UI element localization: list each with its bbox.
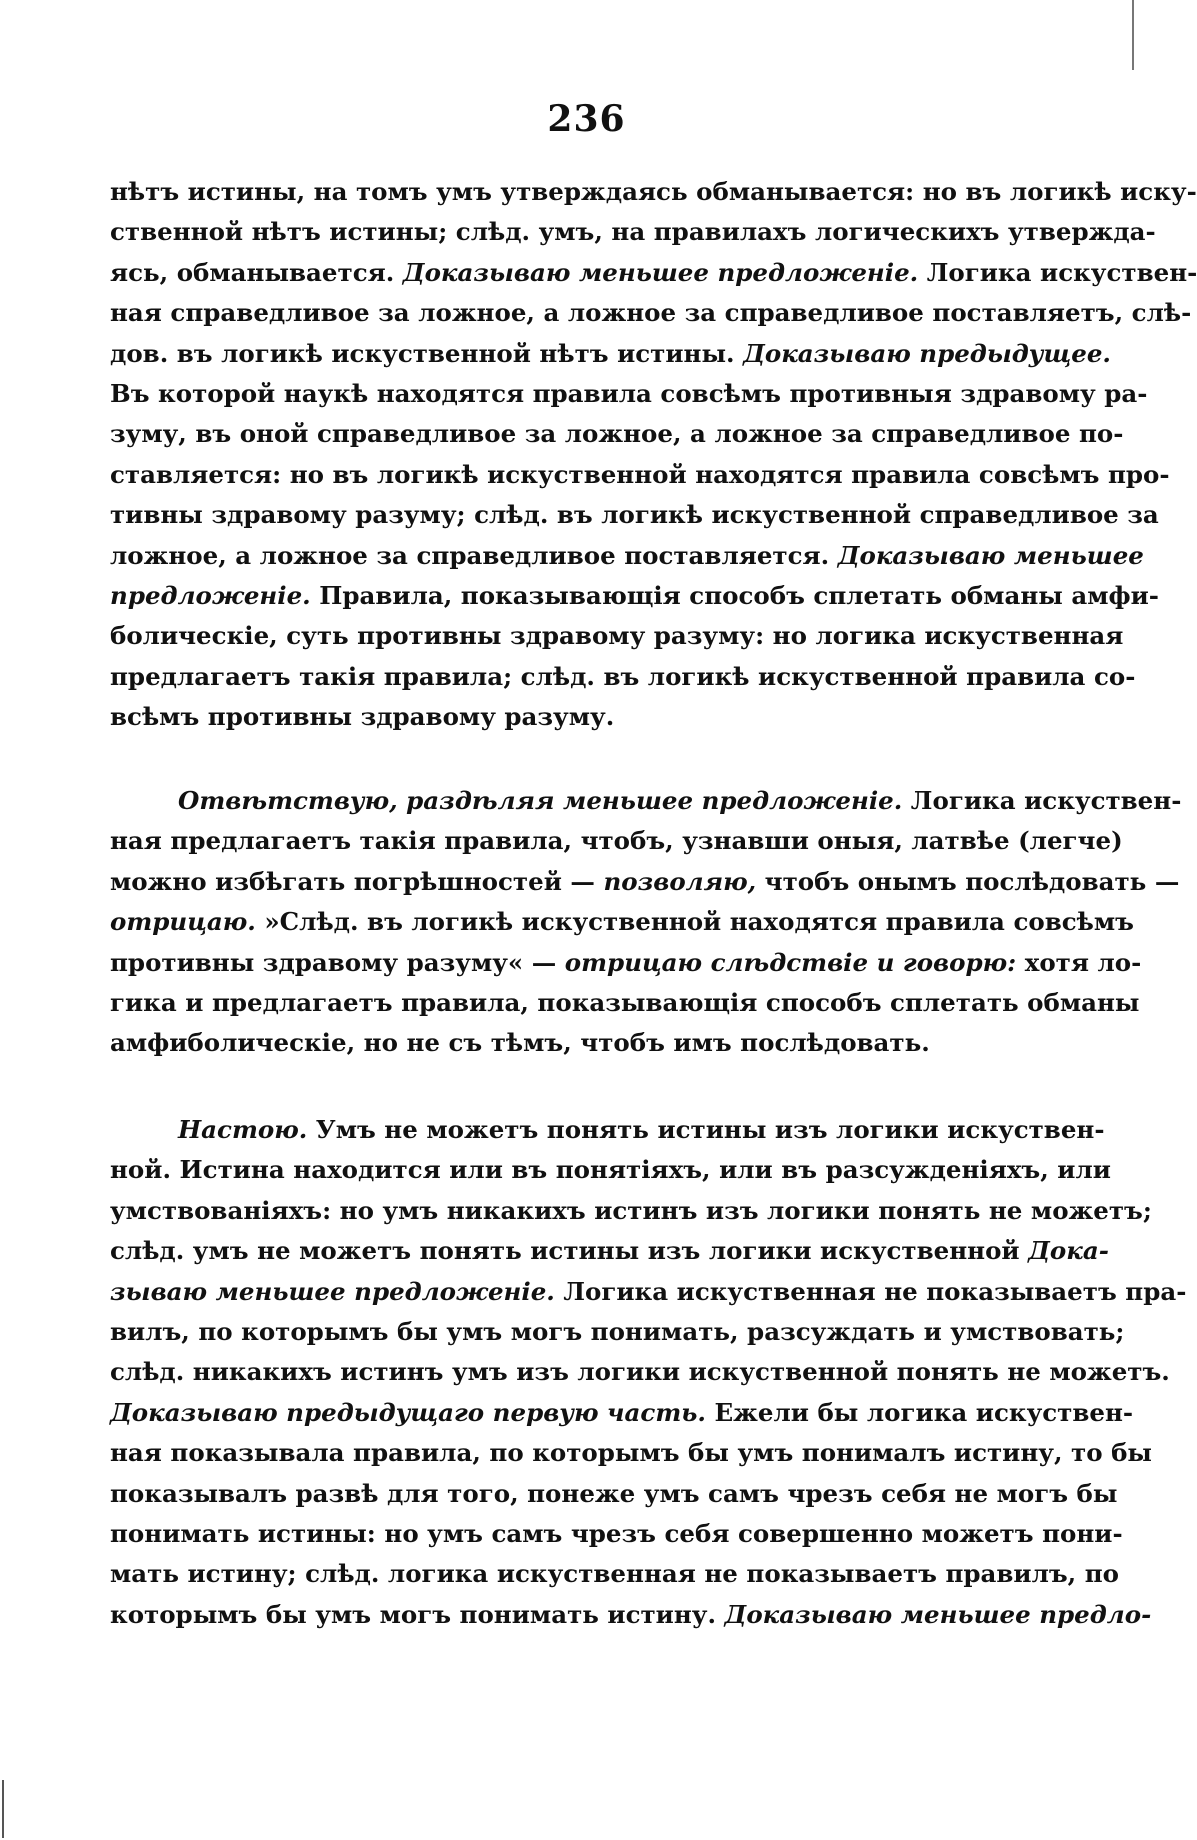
text-run: чтобъ онымъ послѣдовать — — [756, 866, 1180, 896]
text-run: ставляется: но въ логикѣ искуственной находятся правила совсѣмъ про- — [110, 459, 1170, 489]
text-line — [110, 172, 1197, 212]
text-line — [110, 253, 1197, 293]
text-line — [110, 1554, 1119, 1594]
text-run: нѣтъ истины, на томъ умъ утверждаясь обманывается: но въ логикѣ иску- — [110, 177, 1197, 206]
text-run: ная показывала правила, по которымъ бы умъ понималъ истину, то бы — [110, 1438, 1152, 1468]
text-line — [110, 1433, 1152, 1473]
text-line — [110, 1023, 1084, 1063]
text-run: ственной нѣтъ истины; слѣд. умъ, на правилахъ логическихъ утвержда- — [110, 217, 1156, 247]
italic-text: Отвѣтствую, раздѣляя меньшее предложеніе. — [178, 786, 903, 815]
italic-text: предложеніе. — [110, 580, 311, 610]
text-run: показывалъ развѣ для того, понеже умъ самъ чрезъ себя не могъ бы — [110, 1478, 1118, 1508]
text-run: болическіе, суть противны здравому разуму: но логика искуственная — [110, 621, 1124, 651]
text-run: которымъ бы умъ могъ понимать истину. — [110, 1599, 725, 1629]
text-line — [110, 781, 1182, 821]
italic-text: Доказываю меньшее — [837, 540, 1144, 570]
text-run: понимать истины: но умъ самъ чрезъ себя совершенно можетъ пони- — [110, 1518, 1123, 1548]
italic-text: зываю меньшее предложеніе. — [110, 1276, 555, 1306]
text-line — [110, 1272, 1187, 1312]
text-line — [110, 1110, 1105, 1150]
text-line — [110, 1150, 1111, 1190]
text-run: Логика искуствен- — [918, 257, 1197, 287]
scan-edge-mark-bottom — [2, 1780, 4, 1838]
text-line — [110, 1474, 1118, 1514]
italic-text: Доказываю предыдущее. — [743, 338, 1111, 368]
text-line — [110, 414, 1124, 454]
paragraph-3 — [110, 1110, 1187, 1635]
text-line — [110, 1352, 1170, 1392]
text-line — [110, 1514, 1123, 1554]
text-line — [110, 455, 1170, 495]
scan-edge-mark — [1132, 0, 1134, 70]
text-line — [110, 821, 1123, 861]
text-run: ная справедливое за ложное, а ложное за справедливое поставляетъ, слѣ- — [110, 298, 1192, 328]
italic-text: Доказываю меньшее предло- — [724, 1599, 1152, 1629]
text-run: гика и предлагаетъ правила, показывающія способъ сплетать обманы — [110, 987, 1140, 1017]
text-run: вилъ, по которымъ бы умъ могъ понимать, разсуждать и умствовать; — [110, 1316, 1125, 1346]
text-run: зуму, въ оной справедливое за ложное, а ложное за справедливое по- — [110, 419, 1124, 449]
text-line — [110, 374, 1148, 414]
text-run: умствованіяхъ: но умъ никакихъ истинъ изъ логики понять не можетъ; — [110, 1195, 1152, 1225]
text-run: слѣд. никакихъ истинъ умъ изъ логики искуственной понять не можетъ. — [110, 1357, 1170, 1387]
text-line — [110, 1312, 1125, 1352]
text-line — [110, 495, 1159, 535]
text-line — [110, 334, 1111, 374]
italic-text: Доказываю предыдущаго первую часть. — [110, 1397, 706, 1427]
text-line — [110, 943, 1142, 983]
text-run: »Слѣд. въ логикѣ искуственной находятся правила совсѣмъ — [255, 907, 1134, 937]
text-line — [110, 983, 1140, 1023]
text-run: амфиболическіе, но не съ тѣмъ, чтобъ имъ послѣдовать. — [110, 1028, 930, 1058]
text-run: Въ которой наукѣ находятся правила совсѣмъ противныя здравому ра- — [110, 378, 1148, 408]
italic-text: отрицаю слѣдствіе и говорю: — [564, 947, 1017, 977]
text-line — [110, 902, 1134, 942]
text-run: ной. Истина находится или въ понятіяхъ, или въ разсужденіяхъ, или — [110, 1155, 1111, 1185]
text-line — [110, 1231, 1109, 1271]
paragraph-2 — [110, 781, 1182, 1064]
text-line — [110, 212, 1156, 252]
text-run: можно избѣгать погрѣшностей — — [110, 866, 604, 896]
text-run: ясь, обманывается. — [110, 257, 403, 287]
italic-text: Доказываю меньшее предложеніе. — [402, 257, 919, 287]
page-number: 236 — [547, 98, 626, 140]
text-run: ная предлагаетъ такія правила, чтобъ, узнавши оныя, латвѣе (легче) — [110, 826, 1123, 856]
italic-text: позволяю, — [603, 866, 757, 896]
text-run: всѣмъ противны здравому разуму. — [110, 702, 615, 732]
text-line — [110, 1393, 1134, 1433]
text-run: Логика искуствен- — [902, 786, 1182, 815]
text-run: Логика искуственная не показываетъ пра- — [554, 1276, 1187, 1306]
text-run: ложное, а ложное за справедливое поставляется. — [110, 540, 838, 570]
text-run: Правила, показывающія способъ сплетать обманы амфи- — [310, 580, 1159, 610]
text-run: хотя ло- — [1016, 947, 1142, 977]
text-line — [110, 657, 1136, 697]
italic-text: отрицаю. — [110, 907, 256, 937]
text-run: Умъ не можетъ понять истины изъ логики искуствен- — [307, 1115, 1105, 1144]
text-line — [110, 1595, 1152, 1635]
italic-text: Настою. — [178, 1115, 308, 1144]
text-run: тивны здравому разуму; слѣд. въ логикѣ искуственной справедливое за — [110, 500, 1159, 530]
text-line — [110, 862, 1180, 902]
paragraph-1 — [110, 172, 1197, 737]
text-run: предлагаетъ такія правила; слѣд. въ логикѣ искуственной правила со- — [110, 661, 1136, 691]
italic-text: Дока- — [1028, 1236, 1109, 1266]
text-line — [110, 616, 1124, 656]
text-line — [110, 293, 1192, 333]
text-run: слѣд. умъ не можетъ понять истины изъ логики искуственной — [110, 1236, 1029, 1266]
text-run: мать истину; слѣд. логика искуственная не показываетъ правилъ, по — [110, 1559, 1119, 1589]
text-line — [110, 576, 1159, 616]
text-run: Ежели бы логика искуствен- — [705, 1397, 1134, 1427]
text-run: противны здравому разуму« — — [110, 947, 565, 977]
text-line — [110, 1191, 1152, 1231]
text-line — [110, 697, 1084, 737]
text-line — [110, 536, 1144, 576]
text-run: дов. въ логикѣ искуственной нѣтъ истины. — [110, 338, 744, 368]
